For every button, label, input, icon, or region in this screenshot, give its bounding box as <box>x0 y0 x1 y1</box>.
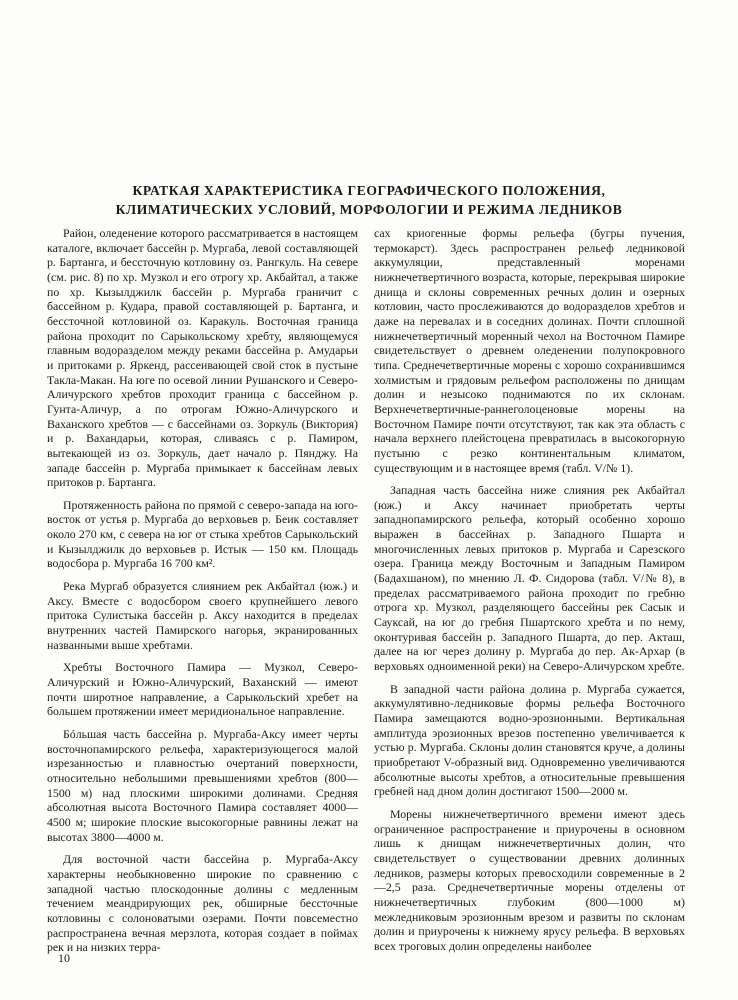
section-title <box>50 181 688 219</box>
section-title-line-1: КРАТКАЯ ХАРАКТЕРИСТИКА ГЕОГРАФИЧЕСКОГО ПОЛОЖЕНИЯ, <box>132 183 606 198</box>
left-text-column <box>47 226 358 963</box>
paragraph: Хребты Восточного Памира — Музкол, Северо-Аличурский и Южно-Аличурский, Ваханский — имеют почти широтное направление, а Сарыкольский хребет на большем протяжении имеет меридиональное направление. <box>47 660 358 719</box>
paragraph: Бóльшая часть бассейна р. Мургаба-Аксу имеет черты восточнопамирского рельефа, характеризующегося малой изрезанностью и плавностью очертаний поверхности, относительно небольшими превышениями хребтов (800—1500 м) над плоскими широкими долинами. Средняя абсолютная высота Восточного Памира составляет 4000—4500 м; широкие плоские высокогорные равнины лежат на высотах 3800—4000 м. <box>47 727 358 844</box>
paragraph: Морены нижнечетвертичного времени имеют здесь ограниченное распространение и приурочены в основном лишь к днищам нижнечетвертичных долин, что свидетельствует о существовании древних долинных ледников, размеры которых превосходили современные в 2—2,5 раза. Среднечетвертичные морены отделены от нижнечетвертичных глубоким (800—1000 м) межледниковым эрозионным врезом и развиты по склонам долин и приурочены к нижнему ярусу рельефа. В верховьях всех троговых долин определены наиболее <box>374 806 685 953</box>
paragraph: Протяженность района по прямой с северо-запада на юго-восток от устья р. Мургаба до верховьев р. Беик составляет около 270 км, с севера на юг от стыка хребтов Сарыкольский и Кызылджилк до верховьев р. Истык — 150 км. Площадь водосбора р. Мургаба 16 700 км². <box>47 497 358 571</box>
right-text-column <box>374 226 685 962</box>
section-title-line-2: КЛИМАТИЧЕСКИХ УСЛОВИЙ, МОРФОЛОГИИ И РЕЖИМА ЛЕДНИКОВ <box>115 202 623 217</box>
paragraph: Западная часть бассейна ниже слияния рек Акбайтал (юж.) и Аксу начинает приобретать черты западнопамирского рельефа, который особенно хорошо выражен в бассейнах р. Западного Пшарта и многочисленных левых притоков р. Мургаба и Сарезского озера. Граница между Восточным и Западным Памиром (Бадахшаном), по мнению Л. Ф. Сидорова (табл. V/№ 8), в пределах рассматриваемого района проходит по гребню отрога хр. Музкол, разделяющего бассейны рек Сасык и Сауксай, на юг до гребня Пшартского хребта и по нему, оконтуривая бассейн р. Западного Пшарта, до пер. Акташ, далее на юг через долину р. Мургаба до пер. Ак-Архар (в верховьях одноименной реки) на Северо-Аличурском хребте. <box>374 483 685 674</box>
page-number: 10 <box>58 951 70 965</box>
paragraph: В западной части района долина р. Мургаба сужается, аккумулятивно-ледниковые формы рельефа Восточного Памира замещаются водно-эрозионными. Вертикальная амплитуда эрозионных врезов постепенно увеличивается к устью р. Мургаба. Склоны долин становятся круче, а долины приобретают V-образный вид. Одновременно увеличиваются абсолютные высоты хребтов, а относительные превышения гребней над дном долин достигают 1500—2000 м. <box>374 681 685 799</box>
paragraph: Район, оледенение которого рассматривается в настоящем каталоге, включает бассейн р. Мургаба, левой составляющей р. Бартанга, и бессточную котловину оз. Рангкуль. На севере (см. рис. 8) по хр. Музкол и его отрогу хр. Акбайтал, а также по хр. Кызылджилк бассейн р. Мургаба граничит с бассейном р. Кудара, правой составляющей р. Бартанга, и бессточной котловиной оз. Каракуль. Восточная граница района проходит по Сарыкольскому хребту, являющемуся главным водоразделом между реками бассейна р. Амударьи и притоками р. Яркенд, рассеивающей свой сток в пустыне Такла-Макан. На юге по осевой линии Рушанского и Северо-Аличурского хребтов проходит граница с бассейном р. Гунта-Аличур, а по отрогам Южно-Аличурского и Ваханского хребтов — с бассейнами оз. Зоркуль (Виктория) и р. Вахандарьи, которая, сливаясь с р. Памиром, вытекающей из оз. Зоркуль, дает начало р. Пянджу. На западе бассейн р. Мургаба примыкает к бассейнам левых притоков р. Бартанга. <box>47 226 358 490</box>
paragraph: Для восточной части бассейна р. Мургаба-Аксу характерны необыкновенно широкие по сравнению с западной частью плоскодонные долины с медленным течением меандрирующих рек, обширные бессточные котловины с солоноватыми озерами. Почти повсеместно распространена вечная мерзлота, которая создает в поймах рек и на низких терра- <box>47 852 358 955</box>
paragraph: Река Мургаб образуется слиянием рек Акбайтал (юж.) и Аксу. Вместе с водосбором своего крупнейшего левого притока Сулистыка бассейн р. Аксу находится в пределах внутренних частей Памирского нагорья, экранированных названными выше хребтами. <box>47 579 358 652</box>
paragraph-continued: сах криогенные формы рельефа (бугры пучения, термокарст). Здесь распространен рельеф ледниковой аккумуляции, представленный моренами нижнечетвертичного возраста, которые, перекрывая широкие днища и склоны современных речных долин и озерных котловин, часто прослеживаются до водоразделов хребтов и даже на перевалах и в соседних долинах. Почти сплошной нижнечетвертичный моренный чехол на Восточном Памире свидетельствует о древнем оледенении полупокровного типа. Среднечетвертичные морены с хорошо сохранившимся холмистым и грядовым рельефом расположены по днищам долин и незысоко поднимаются по их склонам. Верхнечетвертичные-раннеголоценовые морены на Восточном Памире почти отсутствуют, так как эта область с начала верхнего плейстоцена превратилась в высокогорную пустыню с резко континентальным климатом, существующим и в настоящее время (табл. V/№ 1). <box>374 226 685 475</box>
